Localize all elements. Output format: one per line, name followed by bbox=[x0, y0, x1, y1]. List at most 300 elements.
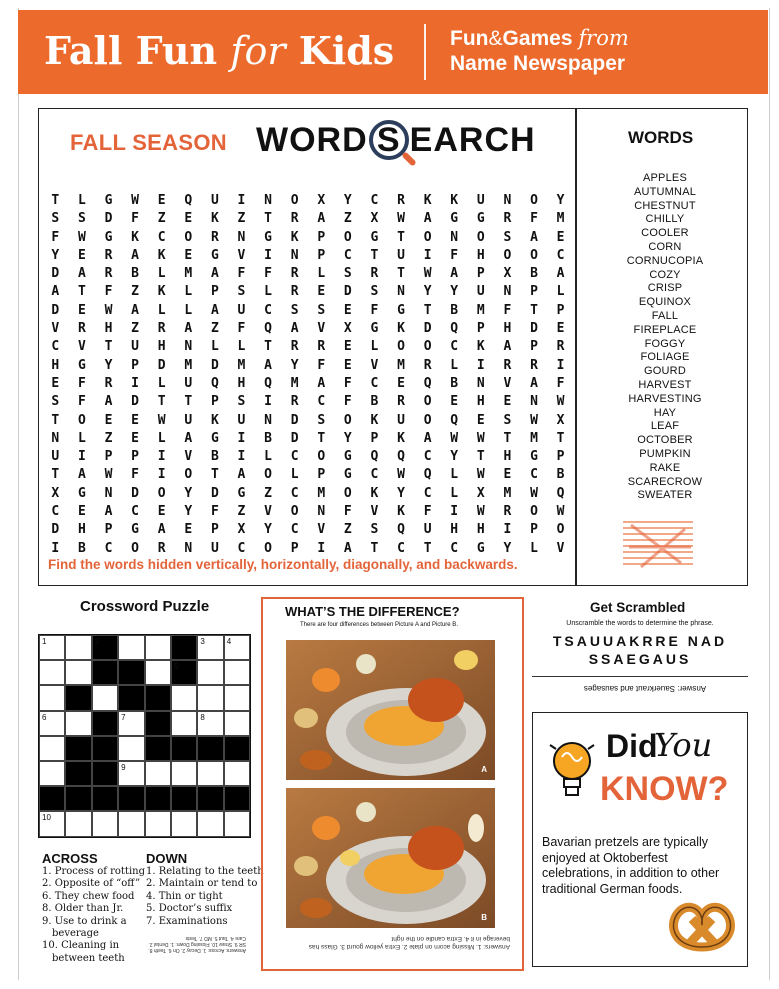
grid-letter: T bbox=[476, 449, 485, 465]
grid-letter: A bbox=[317, 211, 326, 227]
grid-letter: R bbox=[503, 357, 512, 373]
grid-letter: Y bbox=[450, 284, 459, 300]
grid-letter: A bbox=[184, 321, 193, 337]
grid-letter: S bbox=[370, 284, 379, 300]
grid-letter: I bbox=[77, 449, 86, 465]
crossword-cell[interactable] bbox=[39, 660, 65, 685]
grid-letter: N bbox=[264, 412, 272, 428]
crossword-number: 2 bbox=[94, 637, 100, 646]
grid-letter: X bbox=[343, 321, 352, 337]
grid-letter: G bbox=[370, 229, 379, 245]
picture-a bbox=[286, 640, 495, 780]
crossword-cell[interactable] bbox=[224, 761, 250, 786]
grid-letter: A bbox=[210, 302, 219, 318]
grid-letter: L bbox=[184, 302, 193, 318]
crossword-cell[interactable] bbox=[118, 711, 144, 736]
grid-letter: O bbox=[317, 449, 326, 465]
grid-letter: G bbox=[264, 229, 272, 245]
grid-letter: U bbox=[210, 540, 219, 556]
grid-letter: Q bbox=[423, 375, 432, 391]
grid-letter: I bbox=[237, 449, 246, 465]
grid-letter: M bbox=[184, 266, 193, 282]
grid-letter: C bbox=[51, 339, 60, 355]
grid-letter: A bbox=[104, 394, 113, 410]
grid-letter: C bbox=[397, 540, 405, 556]
grid-letter: V bbox=[264, 504, 272, 520]
grid-letter: T bbox=[370, 540, 379, 556]
grid-row bbox=[42, 192, 574, 210]
grid-letter: B bbox=[264, 430, 272, 446]
grid-letter: T bbox=[51, 412, 60, 428]
header-banner bbox=[18, 10, 768, 94]
crossword-cell[interactable] bbox=[39, 635, 65, 660]
grid-letter: Q bbox=[556, 485, 565, 501]
grid-letter: G bbox=[476, 211, 485, 227]
grid-letter: E bbox=[104, 412, 113, 428]
across-clue: between teeth bbox=[52, 952, 125, 964]
grid-letter: T bbox=[184, 394, 193, 410]
grid-letter: Z bbox=[210, 321, 219, 337]
crossword-cell[interactable] bbox=[171, 761, 197, 786]
grid-letter: W bbox=[476, 430, 485, 446]
grid-letter: A bbox=[423, 430, 432, 446]
down-clue: 7. Examinations bbox=[146, 915, 228, 927]
grid-row bbox=[42, 229, 574, 247]
grid-letter: W bbox=[556, 394, 565, 410]
grid-letter: A bbox=[77, 467, 86, 483]
banner-title: Fall Fun for Kids bbox=[44, 28, 395, 73]
grid-letter: K bbox=[370, 485, 379, 501]
crossword-cell[interactable] bbox=[145, 635, 171, 660]
grid-letter: A bbox=[210, 266, 219, 282]
grid-letter: O bbox=[77, 412, 86, 428]
crossword-cell[interactable] bbox=[197, 635, 223, 660]
grid-letter: O bbox=[423, 229, 432, 245]
grid-letter: K bbox=[210, 211, 219, 227]
word-item: COZY bbox=[649, 268, 681, 281]
grid-letter: N bbox=[264, 193, 272, 208]
across-clue: 9. Use to drink a bbox=[42, 915, 127, 927]
grid-letter: R bbox=[157, 540, 166, 556]
crossword-block bbox=[65, 736, 91, 761]
crossword-block bbox=[92, 711, 118, 736]
grid-letter: B bbox=[556, 467, 565, 483]
grid-letter: D bbox=[343, 284, 352, 300]
crossword-cell[interactable] bbox=[65, 711, 91, 736]
grid-row bbox=[42, 265, 574, 283]
grid-letter: Q bbox=[423, 467, 432, 483]
grid-letter: W bbox=[157, 412, 166, 428]
grid-letter: U bbox=[51, 449, 60, 465]
grid-letter: M bbox=[476, 302, 485, 318]
grid-letter: U bbox=[397, 412, 405, 428]
word-item: LEAF bbox=[650, 420, 680, 433]
grid-row bbox=[42, 503, 574, 521]
crossword-cell[interactable] bbox=[171, 811, 197, 836]
grid-letter: L bbox=[264, 449, 272, 465]
crossword-cell[interactable] bbox=[118, 811, 144, 836]
grid-letter: K bbox=[397, 430, 405, 446]
grid-letter: N bbox=[450, 229, 459, 245]
grid-letter: T bbox=[370, 247, 379, 263]
grid-letter: P bbox=[131, 449, 139, 465]
down-heading: DOWN bbox=[146, 851, 188, 866]
crossword-cell[interactable] bbox=[197, 761, 223, 786]
grid-letter: P bbox=[210, 522, 219, 538]
grid-letter: S bbox=[317, 302, 326, 318]
grid-letter: N bbox=[104, 485, 113, 501]
grid-letter: S bbox=[51, 211, 60, 227]
crossword-cell[interactable] bbox=[118, 635, 144, 660]
grid-letter: T bbox=[317, 430, 326, 446]
crossword-cell[interactable] bbox=[65, 811, 91, 836]
grid-letter: I bbox=[476, 357, 485, 373]
grid-letter: E bbox=[131, 430, 139, 446]
grid-row bbox=[42, 485, 574, 503]
grid-letter: H bbox=[476, 394, 485, 410]
grid-letter: L bbox=[556, 284, 565, 300]
grid-letter: H bbox=[503, 449, 512, 465]
grid-letter: U bbox=[184, 375, 193, 391]
crossword-cell[interactable] bbox=[39, 811, 65, 836]
grid-row bbox=[42, 320, 574, 338]
did-you-know-know: KNOW? bbox=[600, 770, 729, 808]
grid-letter: D bbox=[131, 485, 139, 501]
grid-letter: U bbox=[397, 247, 405, 263]
grid-letter: P bbox=[210, 284, 219, 300]
crossword-block bbox=[92, 660, 118, 685]
down-clue: 1. Relating to the teeth bbox=[146, 866, 264, 877]
crossword-number: 7 bbox=[121, 712, 126, 722]
grid-letter: C bbox=[530, 467, 538, 483]
grid-letter: T bbox=[157, 394, 166, 410]
crossword-cell[interactable] bbox=[39, 761, 65, 786]
grid-letter: F bbox=[77, 375, 86, 391]
grid-letter: O bbox=[184, 229, 193, 245]
grid-letter: L bbox=[157, 266, 166, 282]
grid-letter: C bbox=[450, 339, 459, 355]
crossword-block bbox=[65, 786, 91, 811]
grid-letter: T bbox=[51, 193, 60, 208]
grid-letter: D bbox=[210, 485, 219, 501]
grid-letter: S bbox=[77, 211, 86, 227]
crossword-cell[interactable] bbox=[197, 685, 223, 710]
grid-letter: G bbox=[450, 211, 459, 227]
grid-letter: D bbox=[131, 394, 139, 410]
grid-letter: Q bbox=[370, 449, 379, 465]
crossword-cell[interactable] bbox=[197, 811, 223, 836]
crossword-block bbox=[197, 736, 223, 761]
grid-letter: U bbox=[476, 193, 485, 208]
grid-letter: X bbox=[317, 193, 326, 208]
word-item: HAY bbox=[653, 406, 677, 419]
crossword-cell[interactable] bbox=[92, 811, 118, 836]
grid-letter: L bbox=[237, 339, 246, 355]
grid-letter: R bbox=[556, 339, 565, 355]
crossword-block bbox=[65, 685, 91, 710]
grid-letter: N bbox=[397, 284, 405, 300]
grid-letter: L bbox=[317, 266, 326, 282]
banner-subtitle: Fun&Games from Name Newspaper bbox=[450, 26, 629, 75]
grid-letter: V bbox=[370, 504, 379, 520]
grid-letter: G bbox=[210, 430, 219, 446]
crossword-number: 4 bbox=[226, 637, 232, 646]
grid-letter: N bbox=[503, 193, 512, 208]
grid-letter: R bbox=[530, 357, 538, 373]
crossword-cell[interactable] bbox=[171, 685, 197, 710]
picture-b bbox=[286, 788, 495, 928]
grid-letter: D bbox=[104, 211, 113, 227]
grid-letter: R bbox=[397, 193, 405, 208]
crossword-cell[interactable] bbox=[118, 761, 144, 786]
crossword-cell[interactable] bbox=[39, 736, 65, 761]
word-item: SCARECROW bbox=[627, 475, 703, 488]
grid-letter: Z bbox=[237, 504, 246, 520]
across-clues bbox=[42, 866, 145, 965]
word-item: AUTUMNAL bbox=[633, 185, 697, 198]
grid-letter: W bbox=[530, 485, 538, 501]
grid-letter: X bbox=[556, 412, 565, 428]
grid-letter: G bbox=[77, 485, 86, 501]
picture-a-label: A bbox=[481, 765, 487, 774]
grid-row bbox=[42, 338, 574, 356]
grid-letter: O bbox=[157, 485, 166, 501]
grid-letter: P bbox=[210, 394, 219, 410]
grid-letter: D bbox=[210, 357, 219, 373]
word-item: RAKE bbox=[649, 461, 681, 474]
grid-letter: C bbox=[450, 540, 459, 556]
grid-letter: A bbox=[343, 540, 352, 556]
difference-subtitle: There are four differences between Picture A and Picture B. bbox=[300, 622, 458, 628]
crossword-cell[interactable] bbox=[118, 736, 144, 761]
grid-letter: K bbox=[157, 247, 166, 263]
crossword-cell[interactable] bbox=[145, 660, 171, 685]
crossword-cell[interactable] bbox=[92, 685, 118, 710]
grid-letter: Y bbox=[51, 247, 60, 263]
grid-letter: F bbox=[343, 375, 352, 391]
crossword-block bbox=[171, 786, 197, 811]
grid-letter: W bbox=[556, 504, 565, 520]
grid-letter: O bbox=[530, 193, 538, 208]
grid-letter: E bbox=[450, 394, 459, 410]
crossword-number: 1 bbox=[42, 637, 47, 646]
grid-letter: F bbox=[556, 375, 565, 391]
grid-letter: Y bbox=[556, 193, 565, 208]
grid-letter: A bbox=[104, 504, 113, 520]
crossword-cell[interactable] bbox=[39, 711, 65, 736]
grid-letter: A bbox=[264, 357, 272, 373]
grid-letter: R bbox=[104, 375, 113, 391]
grid-letter: P bbox=[290, 540, 299, 556]
crossword-cell[interactable] bbox=[39, 685, 65, 710]
grid-letter: C bbox=[556, 247, 565, 263]
grid-letter: Z bbox=[343, 522, 352, 538]
crossword-cell[interactable] bbox=[224, 811, 250, 836]
grid-letter: O bbox=[423, 394, 432, 410]
grid-letter: H bbox=[77, 522, 86, 538]
crossword-cell[interactable] bbox=[145, 811, 171, 836]
grid-letter: O bbox=[503, 247, 512, 263]
grid-letter: Y bbox=[450, 449, 459, 465]
grid-letter: L bbox=[450, 485, 459, 501]
grid-row bbox=[42, 466, 574, 484]
grid-letter: Y bbox=[264, 522, 272, 538]
grid-letter: L bbox=[157, 302, 166, 318]
crossword-cell[interactable] bbox=[171, 711, 197, 736]
grid-letter: D bbox=[423, 321, 432, 337]
grid-letter: Y bbox=[343, 193, 352, 208]
crossword-cell[interactable] bbox=[224, 635, 250, 660]
crossword-cell[interactable] bbox=[224, 660, 250, 685]
crossword-answers: Answers: Across: 1. Decay 2. On 6. Teeth 8. SR 9. Straw 10. Flossing Down: 1. Dental 2. Care 4. Taut 5. MD 7. Tests bbox=[148, 935, 246, 953]
crossword-cell[interactable] bbox=[224, 685, 250, 710]
grid-letter: C bbox=[370, 467, 379, 483]
grid-letter: P bbox=[530, 522, 538, 538]
across-clue: 10. Cleaning in bbox=[42, 940, 120, 952]
grid-letter: Z bbox=[237, 211, 246, 227]
grid-letter: A bbox=[317, 375, 326, 391]
crossword-block bbox=[171, 660, 197, 685]
grid-letter: M bbox=[184, 357, 193, 373]
grid-letter: Q bbox=[210, 375, 219, 391]
grid-letter: C bbox=[237, 540, 246, 556]
grid-letter: Y bbox=[503, 540, 512, 556]
crossword-cell[interactable] bbox=[65, 635, 91, 660]
word-item: FALL bbox=[651, 309, 679, 322]
grid-letter: L bbox=[184, 284, 193, 300]
grid-letter: E bbox=[77, 247, 86, 263]
grid-letter: W bbox=[476, 467, 485, 483]
grid-letter: X bbox=[51, 485, 60, 501]
grid-letter: E bbox=[184, 522, 193, 538]
grid-letter: C bbox=[131, 504, 139, 520]
grid-row bbox=[42, 302, 574, 320]
grid-letter: A bbox=[423, 211, 432, 227]
grid-letter: K bbox=[397, 321, 405, 337]
crossword-block bbox=[92, 635, 118, 660]
grid-letter: W bbox=[397, 467, 405, 483]
did-you-know-did: Did bbox=[606, 728, 658, 764]
grid-letter: X bbox=[503, 266, 512, 282]
down-clues bbox=[146, 866, 264, 928]
grid-letter: P bbox=[476, 321, 485, 337]
grid-letter: W bbox=[423, 266, 432, 282]
across-heading: ACROSS bbox=[42, 851, 98, 866]
crossword-cell[interactable] bbox=[197, 711, 223, 736]
grid-letter: R bbox=[290, 394, 299, 410]
crossword-block bbox=[145, 736, 171, 761]
grid-letter: C bbox=[264, 302, 272, 318]
grid-letter: R bbox=[210, 229, 219, 245]
grid-letter: G bbox=[104, 229, 113, 245]
scrambled-subtitle: Unscramble the words to determine the phrase. bbox=[566, 620, 714, 627]
grid-letter: G bbox=[370, 321, 379, 337]
grid-letter: Q bbox=[397, 522, 405, 538]
grid-letter: F bbox=[450, 247, 459, 263]
grid-letter: P bbox=[104, 449, 113, 465]
grid-letter: R bbox=[157, 321, 166, 337]
grid-letter: O bbox=[343, 229, 352, 245]
grid-letter: Y bbox=[184, 485, 193, 501]
crossword-number: 5 bbox=[173, 662, 179, 672]
grid-letter: N bbox=[184, 339, 193, 355]
grid-letter: C bbox=[370, 375, 379, 391]
grid-letter: W bbox=[397, 211, 405, 227]
grid-letter: B bbox=[450, 302, 459, 318]
grid-letter: E bbox=[476, 412, 485, 428]
grid-letter: F bbox=[210, 504, 219, 520]
grid-letter: T bbox=[264, 339, 272, 355]
grid-letter: O bbox=[343, 485, 352, 501]
grid-letter: H bbox=[51, 357, 60, 373]
crossword-cell[interactable] bbox=[224, 711, 250, 736]
grid-letter: R bbox=[290, 211, 299, 227]
grid-letter: N bbox=[503, 284, 512, 300]
grid-letter: R bbox=[503, 504, 512, 520]
grid-letter: I bbox=[423, 247, 432, 263]
grid-letter: L bbox=[290, 467, 299, 483]
grid-letter: O bbox=[423, 339, 432, 355]
grid-letter: A bbox=[556, 266, 565, 282]
grid-letter: E bbox=[556, 229, 565, 245]
grid-letter: W bbox=[104, 467, 113, 483]
grid-letter: Q bbox=[184, 193, 193, 208]
grid-letter: W bbox=[77, 229, 86, 245]
grid-letter: O bbox=[264, 540, 272, 556]
grid-letter: I bbox=[237, 193, 246, 208]
grid-letter: L bbox=[530, 540, 538, 556]
grid-letter: P bbox=[317, 467, 326, 483]
grid-letter: E bbox=[317, 284, 326, 300]
grid-letter: E bbox=[184, 211, 193, 227]
grid-letter: R bbox=[503, 211, 512, 227]
crossword-block bbox=[92, 736, 118, 761]
grid-letter: A bbox=[450, 266, 459, 282]
across-clue: 6. They chew food bbox=[42, 890, 135, 902]
crossword-cell[interactable] bbox=[197, 660, 223, 685]
grid-letter: U bbox=[210, 193, 219, 208]
did-you-know-you: You bbox=[654, 726, 713, 764]
crossword-block bbox=[145, 711, 171, 736]
grid-letter: U bbox=[476, 284, 485, 300]
grid-letter: R bbox=[290, 266, 299, 282]
grid-letter: M bbox=[317, 485, 326, 501]
grid-letter: F bbox=[237, 266, 246, 282]
grid-letter: G bbox=[397, 302, 405, 318]
grid-letter: S bbox=[370, 522, 379, 538]
grid-letter: L bbox=[157, 430, 166, 446]
grid-letter: P bbox=[556, 449, 565, 465]
grid-letter: C bbox=[157, 229, 166, 245]
grid-letter: U bbox=[237, 412, 246, 428]
grid-letter: A bbox=[530, 375, 538, 391]
grid-letter: D bbox=[51, 266, 60, 282]
grid-letter: N bbox=[530, 394, 538, 410]
crossword-cell[interactable] bbox=[65, 660, 91, 685]
crossword-cell[interactable] bbox=[145, 761, 171, 786]
grid-letter: L bbox=[370, 339, 379, 355]
grid-letter: O bbox=[290, 504, 299, 520]
word-item: HARVESTING bbox=[628, 392, 702, 405]
grid-letter: B bbox=[210, 449, 219, 465]
grid-letter: R bbox=[370, 266, 379, 282]
grid-letter: R bbox=[104, 247, 113, 263]
grid-letter: C bbox=[290, 485, 299, 501]
grid-letter: S bbox=[343, 266, 352, 282]
grid-letter: T bbox=[423, 302, 432, 318]
grid-letter: P bbox=[317, 229, 326, 245]
grid-letter: D bbox=[530, 321, 538, 337]
